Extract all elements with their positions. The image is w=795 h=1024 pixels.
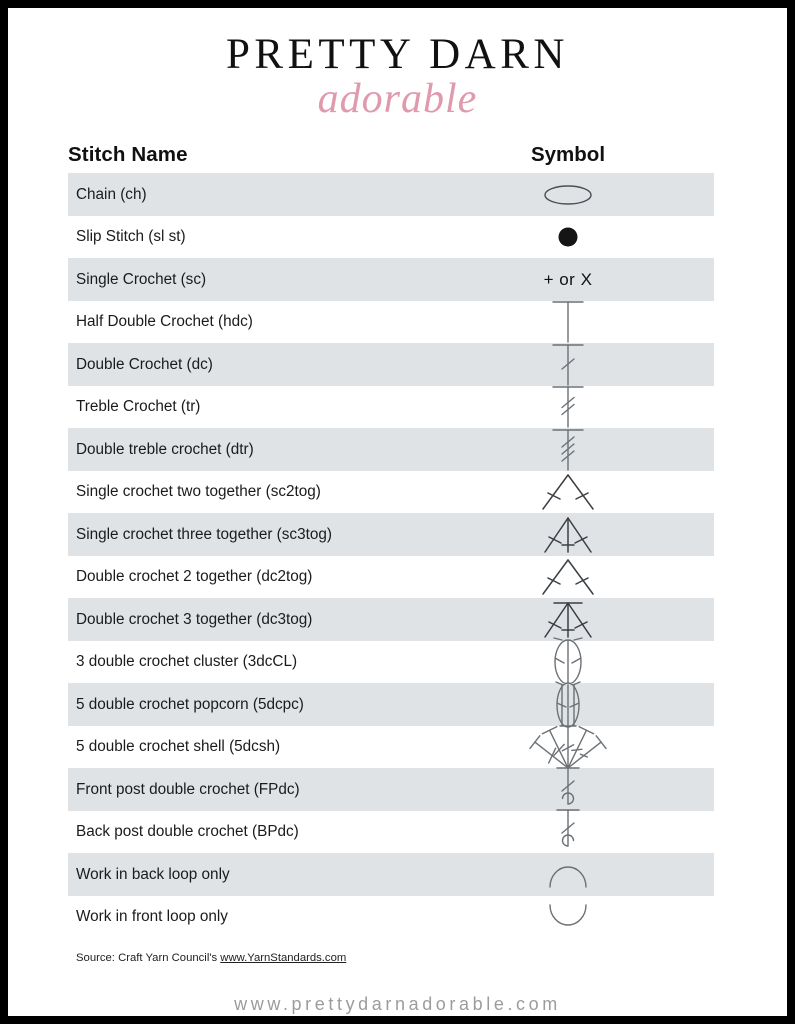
stitch-name-cell: 3 double crochet cluster (3dcCL) xyxy=(76,653,298,671)
stitch-name-cell: 5 double crochet shell (5dcsh) xyxy=(76,738,281,756)
symbol-bpdc-icon xyxy=(546,804,590,860)
table-row xyxy=(68,386,714,429)
table-row xyxy=(68,301,714,344)
symbol-dec2-sc-icon xyxy=(537,469,599,515)
source-prefix: Source: Craft Yarn Council's xyxy=(76,952,218,965)
symbol-dot-filled-icon xyxy=(555,224,581,250)
stitch-name-cell: Double Crochet (dc) xyxy=(76,355,213,373)
stitch-name-cell: Treble Crochet (tr) xyxy=(76,398,201,416)
table-header-row xyxy=(8,137,787,167)
stitch-name-cell: Chain (ch) xyxy=(76,185,147,203)
stitch-name-cell: Double crochet 3 together (dc3tog) xyxy=(76,610,313,628)
site-url-footer: www.prettydarnadorable.com xyxy=(234,994,561,1015)
masthead xyxy=(8,8,787,123)
brand-title-primary: PRETTY DARN xyxy=(226,31,569,78)
column-header-stitch-name: Stitch Name xyxy=(68,143,188,167)
stitch-name-cell: Work in back loop only xyxy=(76,865,230,883)
symbol-dec2-dc-icon xyxy=(537,554,599,600)
table-body xyxy=(8,173,787,938)
stitch-name-cell: Slip Stitch (sl st) xyxy=(76,228,186,246)
stitch-name-cell: Double treble crochet (dtr) xyxy=(76,440,254,458)
table-row xyxy=(68,471,714,514)
stitch-name-cell: Single crochet three together (sc3tog) xyxy=(76,525,332,543)
table-row xyxy=(68,811,714,854)
stitch-name-cell: Work in front loop only xyxy=(76,908,228,926)
brand-title-script: adorable xyxy=(317,76,478,123)
table-row xyxy=(68,258,714,301)
table-row xyxy=(68,726,714,769)
page-canvas xyxy=(8,8,787,1016)
source-credit xyxy=(76,952,787,964)
symbol-arc-back-icon xyxy=(545,860,591,890)
table-row xyxy=(68,556,714,599)
stitch-name-cell: Half Double Crochet (hdc) xyxy=(76,313,253,331)
yarn-standards-link[interactable]: www.YarnStandards.com xyxy=(220,952,347,965)
table-row xyxy=(68,428,714,471)
table-row xyxy=(68,768,714,811)
stitch-symbol-table xyxy=(8,137,787,938)
table-row xyxy=(68,216,714,259)
table-row xyxy=(68,896,714,939)
table-row xyxy=(68,173,714,216)
stitch-name-cell: Back post double crochet (BPdc) xyxy=(76,823,299,841)
stitch-name-cell: Front post double crochet (FPdc) xyxy=(76,780,300,798)
table-row xyxy=(68,683,714,726)
table-row xyxy=(68,641,714,684)
stitch-name-cell: Single crochet two together (sc2tog) xyxy=(76,483,321,501)
symbol-oval-open-icon xyxy=(542,182,594,208)
stitch-name-cell: Double crochet 2 together (dc2tog) xyxy=(76,568,313,586)
table-row xyxy=(68,513,714,556)
symbol-dec3-sc-icon xyxy=(537,512,599,558)
table-row xyxy=(68,598,714,641)
table-row xyxy=(68,343,714,386)
symbol-text-icon: + or X xyxy=(543,269,593,289)
table-row xyxy=(68,853,714,896)
stitch-name-cell: Single Crochet (sc) xyxy=(76,270,207,288)
stitch-name-cell: 5 double crochet popcorn (5dcpc) xyxy=(76,695,304,713)
column-header-symbol: Symbol xyxy=(530,143,606,167)
symbol-arc-front-icon xyxy=(545,902,591,932)
